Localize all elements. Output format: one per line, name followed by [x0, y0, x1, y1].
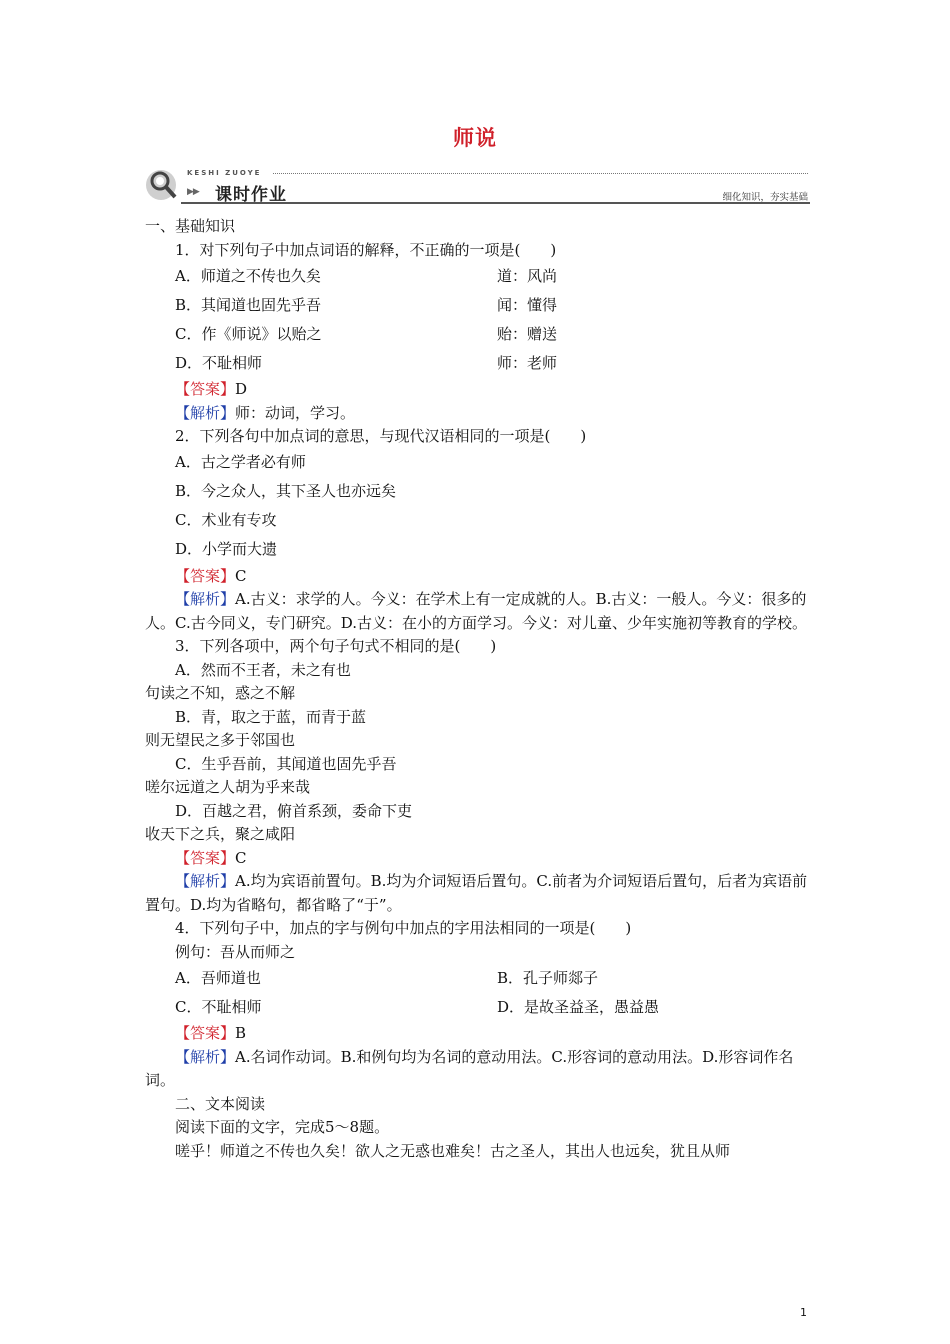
answer-value: C [235, 566, 247, 585]
option-gloss: 贻：赠送 [497, 324, 558, 343]
answer-line [145, 847, 810, 871]
worksheet-content [145, 215, 810, 1163]
section-banner [145, 165, 810, 207]
section-heading: 二、文本阅读 [175, 1094, 266, 1113]
option-row [145, 993, 810, 1022]
banner-pinyin: KESHI ZUOYE [187, 169, 262, 177]
option-text: A．然而不王者，未之有也 [175, 660, 351, 679]
page-title: 师说 [453, 125, 497, 150]
answer-value: C [235, 848, 247, 867]
example-sentence: 例句：吾从而师之 [175, 942, 296, 961]
analysis-label: 【解析】 [175, 872, 236, 890]
banner-rule [181, 202, 810, 204]
option-row [145, 478, 810, 507]
option-text: D．是故圣益圣，愚益愚 [497, 997, 660, 1016]
analysis-label: 【解析】 [175, 590, 236, 608]
option-text: D．百越之君，俯首系颈，委命下吏 [175, 801, 413, 820]
option-gloss: 师：老师 [497, 353, 558, 372]
banner-title: 课时作业 [215, 185, 287, 205]
banner-slogan: 细化知识，夯实基础 [722, 192, 808, 203]
answer-value: D [235, 380, 248, 398]
question-stem: 4．下列句子中，加点的字与例句中加点的字用法相同的一项是( ) [175, 919, 632, 937]
reading-intro: 阅读下面的文字，完成5～8题。 [175, 1118, 390, 1136]
option-row [145, 507, 810, 536]
analysis-line [145, 870, 810, 917]
option-row [145, 291, 810, 320]
option-text: 则无望民之多于邻国也 [145, 731, 296, 749]
answer-label: 【答案】 [175, 848, 236, 867]
option-text: D．小学而大遗 [175, 540, 278, 559]
magnifier-icon [145, 165, 181, 203]
passage-text: 嗟乎！师道之不传也久矣！欲人之无惑也难矣！古之圣人，其出人也远矣，犹且从师 [175, 1141, 731, 1160]
answer-value: B [235, 1024, 247, 1042]
analysis-line [145, 1046, 810, 1093]
option-row [145, 349, 810, 378]
answer-label: 【答案】 [175, 380, 236, 398]
option-text: A．吾师道也 [175, 968, 261, 987]
option-row [145, 449, 810, 478]
answer-line [145, 378, 810, 402]
analysis-line [145, 588, 810, 635]
analysis-line [145, 402, 810, 426]
analysis-text: A.均为宾语前置句。B.均为介词短语后置句。C.前者为介词短语后置句，后者为宾语前置句。D.均为省略句，都省略了“于”。 [145, 872, 808, 914]
option-text: B．青，取之于蓝，而青于蓝 [175, 707, 367, 726]
option-text: 句读之不知，惑之不解 [145, 684, 296, 702]
question-stem: 3．下列各项中，两个句子句式不相同的是( ) [175, 637, 497, 655]
option-row [145, 536, 810, 565]
analysis-text: A.名词作动词。B.和例句均为名词的意动用法。C.形容词的意动用法。D.形容词作名词。 [145, 1047, 794, 1089]
section-heading: 一、基础知识 [145, 217, 236, 235]
question-stem: 1．对下列句子中加点词语的解释，不正确的一项是( ) [175, 240, 557, 259]
question-stem: 2．下列各句中加点词的意思，与现代汉语相同的一项是( ) [175, 427, 587, 445]
option-row [145, 964, 810, 993]
option-text: 收天下之兵，聚之咸阳 [145, 825, 296, 843]
option-gloss: 闻：懂得 [497, 295, 558, 314]
option-text: A．师道之不传也久矣 [175, 266, 321, 285]
option-text: C．作《师说》以贻之 [175, 324, 322, 343]
answer-label: 【答案】 [175, 566, 236, 585]
option-text: C．术业有专攻 [175, 511, 277, 530]
answer-label: 【答案】 [175, 1024, 236, 1042]
analysis-text: 师：动词，学习。 [235, 403, 356, 422]
option-gloss: 道：风尚 [497, 266, 558, 285]
answer-line [145, 565, 810, 589]
option-text: A．古之学者必有师 [175, 453, 306, 472]
analysis-text: A.古义：求学的人。今义：在学术上有一定成就的人。B.古义：一般人。今义：很多的人。C.古今同义，专门研究。D.古义：在小的方面学习。今义：对儿童、少年实施初等教育的学校。 [145, 590, 807, 632]
option-text: B．今之众人，其下圣人也亦远矣 [175, 482, 397, 501]
option-text: B．其闻道也固先乎吾 [175, 295, 322, 314]
option-text: C．不耻相师 [175, 997, 262, 1016]
option-row [145, 320, 810, 349]
analysis-label: 【解析】 [175, 1047, 236, 1066]
option-text: C．生乎吾前，其闻道也固先乎吾 [175, 754, 397, 773]
analysis-label: 【解析】 [175, 403, 236, 422]
page-number: 1 [800, 1306, 807, 1319]
answer-line [145, 1022, 810, 1046]
dotted-divider [273, 173, 808, 174]
option-text: D．不耻相师 [175, 353, 263, 372]
option-text: 嗟尔远道之人胡为乎来哉 [145, 778, 311, 796]
option-row [145, 262, 810, 291]
option-text: B．孔子师郯子 [497, 968, 599, 987]
arrow-icon: ▶▶ [187, 187, 199, 197]
